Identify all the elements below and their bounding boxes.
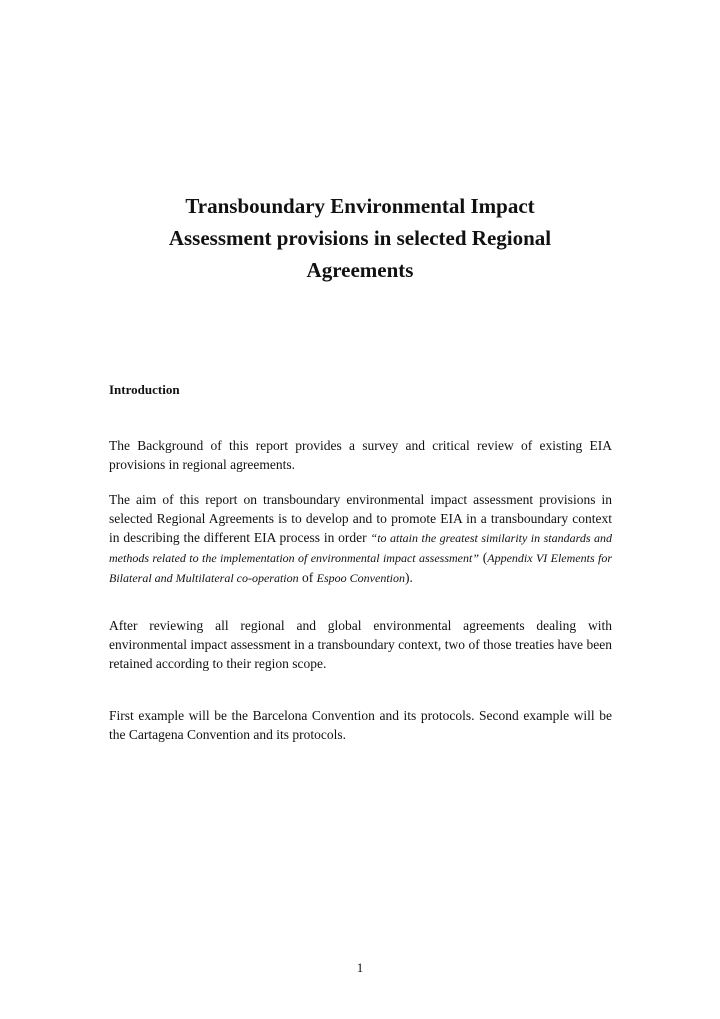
- section-heading-introduction: Introduction: [109, 382, 180, 397]
- document-title: [100, 190, 620, 286]
- paragraph-aim: [109, 490, 612, 588]
- paragraph-background: The Background of this report provides a survey and critical review of existing EIA provisions in regional agreements.: [109, 438, 612, 472]
- title-line-3: Agreements: [306, 258, 414, 282]
- appendix-reference: Appendix VI Elements for Bilateral and Multilateral co-operation: [109, 551, 613, 585]
- page-number: 1: [356, 960, 364, 975]
- title-line-1: Transboundary Environmental Impact: [185, 194, 535, 218]
- paragraph-review: After reviewing all regional and global environmental agreements dealing with environmental impact assessment in a transboundary context, two of those treaties have been retained according to their region scope.: [109, 618, 612, 671]
- paragraph-examples: First example will be the Barcelona Convention and its protocols. Second example will be the Cartagena Convention and its protocols.: [109, 708, 612, 742]
- paragraph-aim-of: of: [298, 570, 317, 585]
- title-line-2: Assessment provisions in selected Regional: [168, 226, 552, 250]
- paragraph-aim-close: ).: [404, 570, 413, 585]
- paragraph-aim-text: The aim of this report on transboundary environmental impact assessment provisions in selected Regional Agreements is to develop and to promote EIA in a transboundary context in describing the different EIA process in order: [109, 492, 612, 545]
- espoo-convention-name: Espoo Convention: [316, 571, 405, 585]
- paragraph-aim-open-paren: (: [479, 550, 488, 565]
- espoo-quote: “to attain the greatest similarity in standards and methods related to the implementation of environmental impact assessment”: [109, 531, 612, 565]
